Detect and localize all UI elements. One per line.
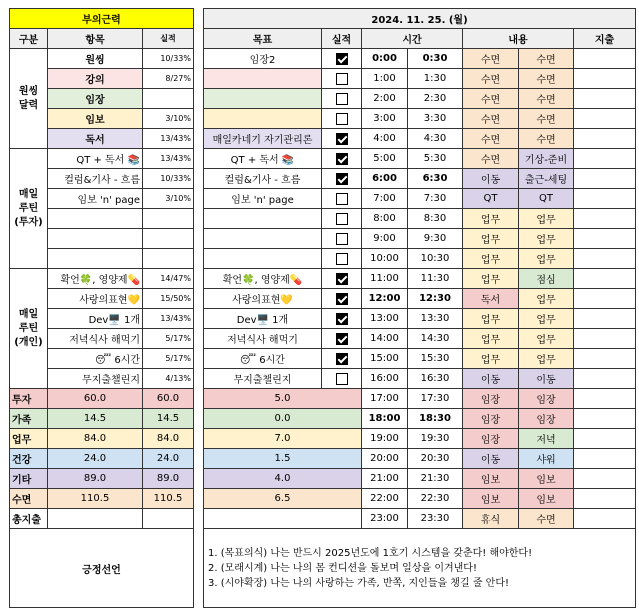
time-half: 0:30 (408, 49, 463, 69)
time-start: 2:00 (362, 89, 408, 109)
time-half: 18:30 (408, 409, 463, 429)
time-start: 8:00 (362, 209, 408, 229)
time-start: 13:00 (362, 309, 408, 329)
time-start: 16:00 (362, 369, 408, 389)
content-cell-2[interactable]: 업무 (519, 309, 574, 329)
goal-cell (204, 229, 322, 249)
goal-cell (204, 89, 322, 109)
content-cell[interactable]: 임장 (463, 409, 519, 429)
content-cell-2[interactable]: 이동 (519, 369, 574, 389)
time-start: 1:00 (362, 69, 408, 89)
time-start: 22:00 (362, 489, 408, 509)
schedule-row (204, 389, 636, 409)
time-start: 18:00 (362, 409, 408, 429)
content-cell[interactable]: 업무 (463, 269, 519, 289)
schedule-row (204, 269, 636, 289)
schedule-row (204, 89, 636, 109)
done-checkbox[interactable] (322, 249, 362, 269)
item-stat: 10/33% (143, 169, 194, 189)
schedule-row (204, 489, 636, 509)
content-cell[interactable]: 업무 (463, 349, 519, 369)
content-cell[interactable]: QT (463, 189, 519, 209)
summary-value-2: 89.0 (143, 469, 194, 489)
summary-label: 가족 (10, 409, 48, 429)
schedule-row (204, 509, 636, 529)
summary-value: 24.0 (48, 449, 143, 469)
item-stat: 3/10% (143, 189, 194, 209)
right-col-header: 지출 (574, 29, 636, 49)
time-start: 9:00 (362, 229, 408, 249)
content-cell[interactable]: 휴식 (463, 509, 519, 529)
goal-cell: QT + 독서 📚 (204, 149, 322, 169)
goal-cell: 임보 'n' page (204, 189, 322, 209)
goal-cell: Dev🖥️ 1개 (204, 309, 322, 329)
checked-checkbox-icon[interactable] (336, 153, 348, 165)
left-table (9, 8, 194, 608)
right-col-header: 내용 (463, 29, 574, 49)
time-start: 15:00 (362, 349, 408, 369)
goal-cell: 확언🍀, 영양제💊 (204, 269, 322, 289)
schedule-row (204, 149, 636, 169)
done-checkbox[interactable] (322, 269, 362, 289)
expense-cell[interactable] (574, 129, 636, 149)
item-stat: 13/43% (143, 309, 194, 329)
item-stat: 8/27% (143, 69, 194, 89)
right-col-header: 시간 (362, 29, 463, 49)
schedule-row (204, 69, 636, 89)
schedule-row (204, 49, 636, 69)
schedule-row (204, 129, 636, 149)
item-name: QT + 독서 📚 (48, 149, 143, 169)
done-checkbox[interactable] (322, 289, 362, 309)
expense-cell[interactable] (574, 229, 636, 249)
checked-checkbox-icon[interactable] (336, 53, 348, 65)
schedule-row (204, 449, 636, 469)
goal-cell: 컬럼&기사 - 흐름 (204, 169, 322, 189)
schedule-row (204, 409, 636, 429)
content-cell-2[interactable]: 임보 (519, 469, 574, 489)
done-checkbox[interactable] (322, 129, 362, 149)
time-half: 14:30 (408, 329, 463, 349)
time-half: 2:30 (408, 89, 463, 109)
expense-cell[interactable] (574, 329, 636, 349)
goal-cell: 저녁식사 해먹기 (204, 329, 322, 349)
schedule-row (204, 429, 636, 449)
content-cell[interactable]: 수면 (463, 109, 519, 129)
item-name: 사랑의표현💛 (48, 289, 143, 309)
summary-value-2: 14.5 (143, 409, 194, 429)
schedule-row (204, 469, 636, 489)
item-name: 강의 (48, 69, 143, 89)
item-stat: 14/47% (143, 269, 194, 289)
item-stat: 5/17% (143, 349, 194, 369)
content-cell-2[interactable]: 업무 (519, 329, 574, 349)
schedule-row (204, 329, 636, 349)
summary-label: 총지출 (10, 509, 48, 529)
content-cell-2[interactable]: 수면 (519, 129, 574, 149)
content-cell[interactable]: 업무 (463, 329, 519, 349)
content-cell-2[interactable]: 수면 (519, 509, 574, 529)
expense-cell[interactable] (574, 209, 636, 229)
time-half: 3:30 (408, 109, 463, 129)
empty-checkbox-icon[interactable] (336, 213, 348, 225)
time-start: 23:00 (362, 509, 408, 529)
goal-cell: 7.0 (204, 429, 362, 449)
affirmation-line: 1. (목표의식) 나는 반드시 2025년도에 1호기 시스템을 갖춘다! 해야한다! (208, 547, 533, 559)
time-half: 5:30 (408, 149, 463, 169)
summary-label: 업무 (10, 429, 48, 449)
affirmation-label: 긍정선언 (10, 529, 194, 608)
schedule-row (204, 249, 636, 269)
date-title: 2024. 11. 25. (월) (204, 9, 636, 29)
goal-cell: 0.0 (204, 409, 362, 429)
content-cell[interactable]: 업무 (463, 229, 519, 249)
left-col-header: 실적 (143, 29, 194, 49)
time-half: 10:30 (408, 249, 463, 269)
group-label: 매일 루틴 (개인) (10, 269, 48, 389)
time-start: 7:00 (362, 189, 408, 209)
time-start: 5:00 (362, 149, 408, 169)
item-stat (143, 249, 194, 269)
item-stat: 15/50% (143, 289, 194, 309)
time-start: 20:00 (362, 449, 408, 469)
right-col-header: 실적 (322, 29, 362, 49)
done-checkbox[interactable] (322, 349, 362, 369)
time-half: 7:30 (408, 189, 463, 209)
expense-cell[interactable] (574, 469, 636, 489)
done-checkbox[interactable] (322, 229, 362, 249)
content-cell[interactable]: 수면 (463, 49, 519, 69)
group-label: 매일 루틴 (투자) (10, 149, 48, 269)
summary-value: 110.5 (48, 489, 143, 509)
item-stat (143, 89, 194, 109)
content-cell-2[interactable]: 출근-세팅 (519, 169, 574, 189)
goal-cell: 무지출챌린지 (204, 369, 322, 389)
schedule-row (204, 369, 636, 389)
done-checkbox[interactable] (322, 89, 362, 109)
summary-value: 89.0 (48, 469, 143, 489)
summary-value-2 (143, 509, 194, 529)
content-cell-2[interactable]: 샤워 (519, 449, 574, 469)
time-half: 1:30 (408, 69, 463, 89)
time-start: 19:00 (362, 429, 408, 449)
expense-cell[interactable] (574, 269, 636, 289)
content-cell[interactable]: 수면 (463, 149, 519, 169)
time-half: 8:30 (408, 209, 463, 229)
expense-cell[interactable] (574, 149, 636, 169)
content-cell[interactable]: 업무 (463, 209, 519, 229)
expense-cell[interactable] (574, 89, 636, 109)
time-half: 22:30 (408, 489, 463, 509)
time-start: 0:00 (362, 49, 408, 69)
item-stat: 13/43% (143, 129, 194, 149)
item-stat: 5/17% (143, 329, 194, 349)
schedule-row (204, 189, 636, 209)
item-name: 😴 6시간 (48, 349, 143, 369)
checked-checkbox-icon[interactable] (336, 333, 348, 345)
goal-cell (204, 209, 322, 229)
affirmation-line: 2. (모래시계) 나는 나의 몸 컨디션을 돌보며 일상을 이겨낸다! (208, 562, 477, 574)
content-cell-2[interactable]: 점심 (519, 269, 574, 289)
content-cell-2[interactable]: 업무 (519, 249, 574, 269)
done-checkbox[interactable] (322, 329, 362, 349)
item-name: 확언🍀, 영양제💊 (48, 269, 143, 289)
schedule-row (204, 229, 636, 249)
item-name: 임보 'n' page (48, 189, 143, 209)
summary-value: 84.0 (48, 429, 143, 449)
summary-label: 투자 (10, 389, 48, 409)
summary-value-2: 84.0 (143, 429, 194, 449)
checked-checkbox-icon[interactable] (336, 273, 348, 285)
item-name: 저녁식사 해먹기 (48, 329, 143, 349)
schedule-row (204, 349, 636, 369)
goal-cell: 사랑의표현💛 (204, 289, 322, 309)
content-cell-2[interactable]: 임장 (519, 389, 574, 409)
goal-cell: 5.0 (204, 389, 362, 409)
right-col-header: 목표 (204, 29, 322, 49)
goal-cell (204, 69, 322, 89)
item-name: 임장 (48, 89, 143, 109)
time-half: 15:30 (408, 349, 463, 369)
time-half: 12:30 (408, 289, 463, 309)
done-checkbox[interactable] (322, 369, 362, 389)
done-checkbox[interactable] (322, 149, 362, 169)
time-start: 4:00 (362, 129, 408, 149)
expense-cell[interactable] (574, 289, 636, 309)
schedule-row (204, 109, 636, 129)
time-half: 11:30 (408, 269, 463, 289)
empty-checkbox-icon[interactable] (336, 373, 348, 385)
expense-cell[interactable] (574, 429, 636, 449)
done-checkbox[interactable] (322, 209, 362, 229)
schedule-row (204, 169, 636, 189)
summary-value-2: 110.5 (143, 489, 194, 509)
item-stat (143, 209, 194, 229)
time-half: 13:30 (408, 309, 463, 329)
schedule-row (204, 289, 636, 309)
summary-value (48, 509, 143, 529)
content-cell[interactable]: 업무 (463, 309, 519, 329)
schedule-row (204, 309, 636, 329)
expense-cell[interactable] (574, 509, 636, 529)
time-start: 6:00 (362, 169, 408, 189)
done-checkbox[interactable] (322, 109, 362, 129)
content-cell-2[interactable]: 업무 (519, 209, 574, 229)
time-start: 3:00 (362, 109, 408, 129)
time-start: 17:00 (362, 389, 408, 409)
expense-cell[interactable] (574, 389, 636, 409)
item-stat: 10/33% (143, 49, 194, 69)
time-half: 17:30 (408, 389, 463, 409)
item-stat: 13/43% (143, 149, 194, 169)
goal-cell (204, 509, 362, 529)
time-half: 19:30 (408, 429, 463, 449)
item-name: Dev🖥️ 1개 (48, 309, 143, 329)
item-name (48, 249, 143, 269)
empty-checkbox-icon[interactable] (336, 253, 348, 265)
expense-cell[interactable] (574, 49, 636, 69)
time-start: 14:00 (362, 329, 408, 349)
left-col-header: 항목 (48, 29, 143, 49)
right-table (203, 8, 636, 608)
summary-label: 기타 (10, 469, 48, 489)
summary-value: 60.0 (48, 389, 143, 409)
empty-checkbox-icon[interactable] (336, 113, 348, 125)
item-stat (143, 229, 194, 249)
content-cell-2[interactable]: 업무 (519, 349, 574, 369)
expense-cell[interactable] (574, 169, 636, 189)
expense-cell[interactable] (574, 489, 636, 509)
content-cell-2[interactable]: 기상-준비 (519, 149, 574, 169)
content-cell-2[interactable]: 수면 (519, 109, 574, 129)
time-half: 23:30 (408, 509, 463, 529)
item-name: 독서 (48, 129, 143, 149)
affirmation-block (204, 529, 636, 608)
item-name (48, 209, 143, 229)
expense-cell[interactable] (574, 309, 636, 329)
time-start: 12:00 (362, 289, 408, 309)
goal-cell (204, 109, 322, 129)
content-cell-2[interactable]: 수면 (519, 89, 574, 109)
time-half: 21:30 (408, 469, 463, 489)
goal-cell: 임장2 (204, 49, 322, 69)
goal-cell: 4.0 (204, 469, 362, 489)
content-cell[interactable]: 수면 (463, 129, 519, 149)
expense-cell[interactable] (574, 449, 636, 469)
goal-cell: 매일카네기 자기관리론 (204, 129, 322, 149)
content-cell[interactable]: 수면 (463, 89, 519, 109)
left-col-header: 구분 (10, 29, 48, 49)
empty-checkbox-icon[interactable] (336, 233, 348, 245)
goal-cell (204, 249, 322, 269)
summary-value-2: 24.0 (143, 449, 194, 469)
content-cell[interactable]: 이동 (463, 169, 519, 189)
content-cell-2[interactable]: 업무 (519, 229, 574, 249)
item-stat: 3/10% (143, 109, 194, 129)
summary-value-2: 60.0 (143, 389, 194, 409)
time-start: 21:00 (362, 469, 408, 489)
content-cell[interactable]: 임보 (463, 469, 519, 489)
checked-checkbox-icon[interactable] (336, 313, 348, 325)
time-start: 11:00 (362, 269, 408, 289)
group-label: 원씽 달력 (10, 49, 48, 149)
checked-checkbox-icon[interactable] (336, 133, 348, 145)
item-name: 컬럼&기사 - 흐름 (48, 169, 143, 189)
checked-checkbox-icon[interactable] (336, 293, 348, 305)
item-name: 임보 (48, 109, 143, 129)
summary-label: 수면 (10, 489, 48, 509)
empty-checkbox-icon[interactable] (336, 73, 348, 85)
expense-cell[interactable] (574, 69, 636, 89)
done-checkbox[interactable] (322, 189, 362, 209)
time-half: 16:30 (408, 369, 463, 389)
summary-value: 14.5 (48, 409, 143, 429)
content-cell[interactable]: 수면 (463, 69, 519, 89)
content-cell[interactable]: 임장 (463, 389, 519, 409)
content-cell-2[interactable]: QT (519, 189, 574, 209)
expense-cell[interactable] (574, 369, 636, 389)
content-cell-2[interactable]: 수면 (519, 69, 574, 89)
time-half: 20:30 (408, 449, 463, 469)
affirmation-line: 3. (시야확장) 나는 나의 사랑하는 가족, 반쪽, 지인들을 챙길 줄 안다! (208, 577, 509, 589)
time-half: 9:30 (408, 229, 463, 249)
item-name (48, 229, 143, 249)
content-cell-2[interactable]: 임장 (519, 409, 574, 429)
time-half: 6:30 (408, 169, 463, 189)
empty-checkbox-icon[interactable] (336, 93, 348, 105)
content-cell[interactable]: 이동 (463, 449, 519, 469)
content-cell-2[interactable]: 수면 (519, 49, 574, 69)
content-cell[interactable]: 임보 (463, 489, 519, 509)
goal-cell: 6.5 (204, 489, 362, 509)
expense-cell[interactable] (574, 189, 636, 209)
content-cell-2[interactable]: 저녁 (519, 429, 574, 449)
time-half: 4:30 (408, 129, 463, 149)
content-cell[interactable]: 독서 (463, 289, 519, 309)
goal-cell: 😴 6시간 (204, 349, 322, 369)
time-start: 10:00 (362, 249, 408, 269)
item-name: 무지출챌린지 (48, 369, 143, 389)
content-cell[interactable]: 이동 (463, 369, 519, 389)
done-checkbox[interactable] (322, 309, 362, 329)
summary-label: 건강 (10, 449, 48, 469)
done-checkbox[interactable] (322, 169, 362, 189)
item-stat: 4/13% (143, 369, 194, 389)
done-checkbox[interactable] (322, 49, 362, 69)
item-name: 원씽 (48, 49, 143, 69)
expense-cell[interactable] (574, 249, 636, 269)
content-cell-2[interactable]: 업무 (519, 289, 574, 309)
expense-cell[interactable] (574, 409, 636, 429)
schedule-row (204, 209, 636, 229)
goal-cell: 1.5 (204, 449, 362, 469)
content-cell[interactable]: 업무 (463, 249, 519, 269)
checked-checkbox-icon[interactable] (336, 353, 348, 365)
expense-cell[interactable] (574, 349, 636, 369)
checked-checkbox-icon[interactable] (336, 173, 348, 185)
done-checkbox[interactable] (322, 69, 362, 89)
empty-checkbox-icon[interactable] (336, 193, 348, 205)
expense-cell[interactable] (574, 109, 636, 129)
content-cell-2[interactable]: 임보 (519, 489, 574, 509)
content-cell[interactable]: 임장 (463, 429, 519, 449)
sheet-title: 부의근력 (10, 9, 194, 29)
